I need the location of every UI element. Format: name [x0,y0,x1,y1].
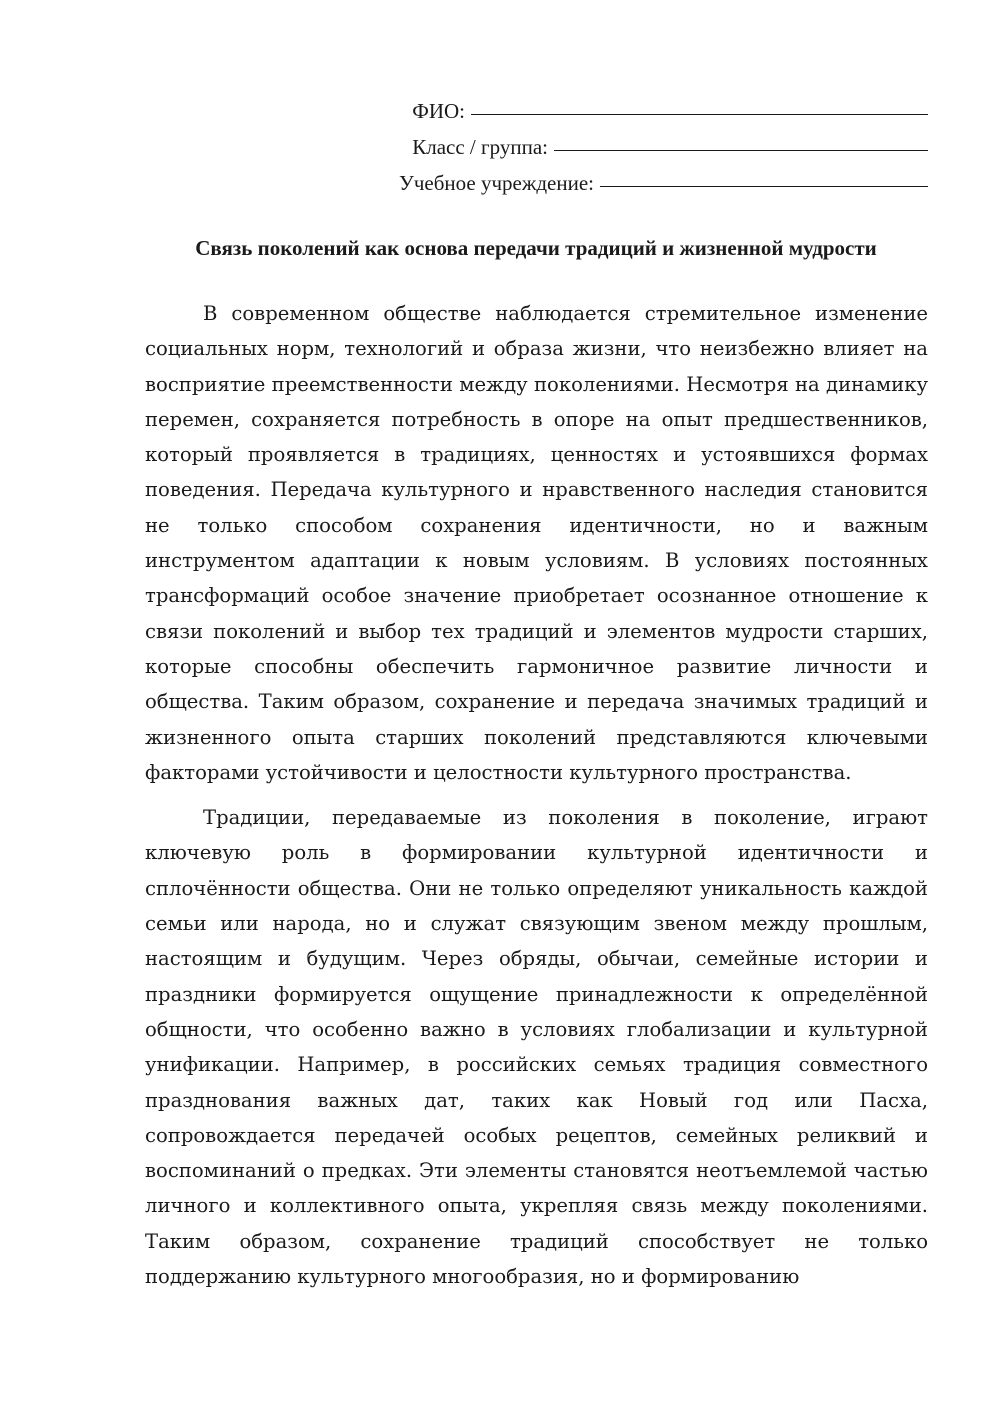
name-label: ФИО: [412,99,465,123]
essay-body [145,296,928,1294]
essay-title: Связь поколений как основа передачи традиций и жизненной мудрости [195,236,877,260]
institution-blank-line [600,185,928,187]
institution-field [399,170,928,196]
paragraph-1: В современном обществе наблюдается стремительное изменение социальных норм, технологий и образа жизни, что неизбежно влияет на восприятие преемственности между поколениями. Несмотря на динамику перемен, сохраняется потребность в опоре на опыт предшественников, который проявляется в традициях, ценностях и устоявшихся формах поведения. Передача культурного и нравственного наследия становится не только способом сохранения идентичности, но и важным инструментом адаптации к новым условиям. В условиях постоянных трансформаций особое значение приобретает осознанное отношение к связи поколений и выбор тех традиций и элементов мудрости старших, которые способны обеспечить гармоничное развитие личности и общества. Таким образом, сохранение и передача значимых традиций и жизненного опыта старших поколений представляются ключевыми факторами устойчивости и целостности культурного пространства. [145,302,928,784]
class-label: Класс / группа: [412,135,548,159]
name-blank-line [471,113,928,115]
name-field [412,98,928,124]
class-field [412,134,928,160]
institution-label: Учебное учреждение: [398,171,594,195]
paragraph-2: Традиции, передаваемые из поколения в поколение, играют ключевую роль в формировании культурной идентичности и сплочённости общества. Они не только определяют уникальность каждой семьи или народа, но и служат связующим звеном между прошлым, настоящим и будущим. Через обряды, обычаи, семейные истории и праздники формируется ощущение принадлежности к определённой общности, что особенно важно в условиях глобализации и культурной унификации. Например, в российских семьях традиция совместного празднования важных дат, таких как Новый год или Пасха, сопровождается передачей особых рецептов, семейных реликвий и воспоминаний о предках. Эти элементы становятся неотъемлемой частью личного и коллективного опыта, укрепляя связь между поколениями. Таким образом, сохранение традиций способствует не только поддержанию культурного многообразия, но и формированию [145,806,928,1289]
class-blank-line [554,149,928,151]
